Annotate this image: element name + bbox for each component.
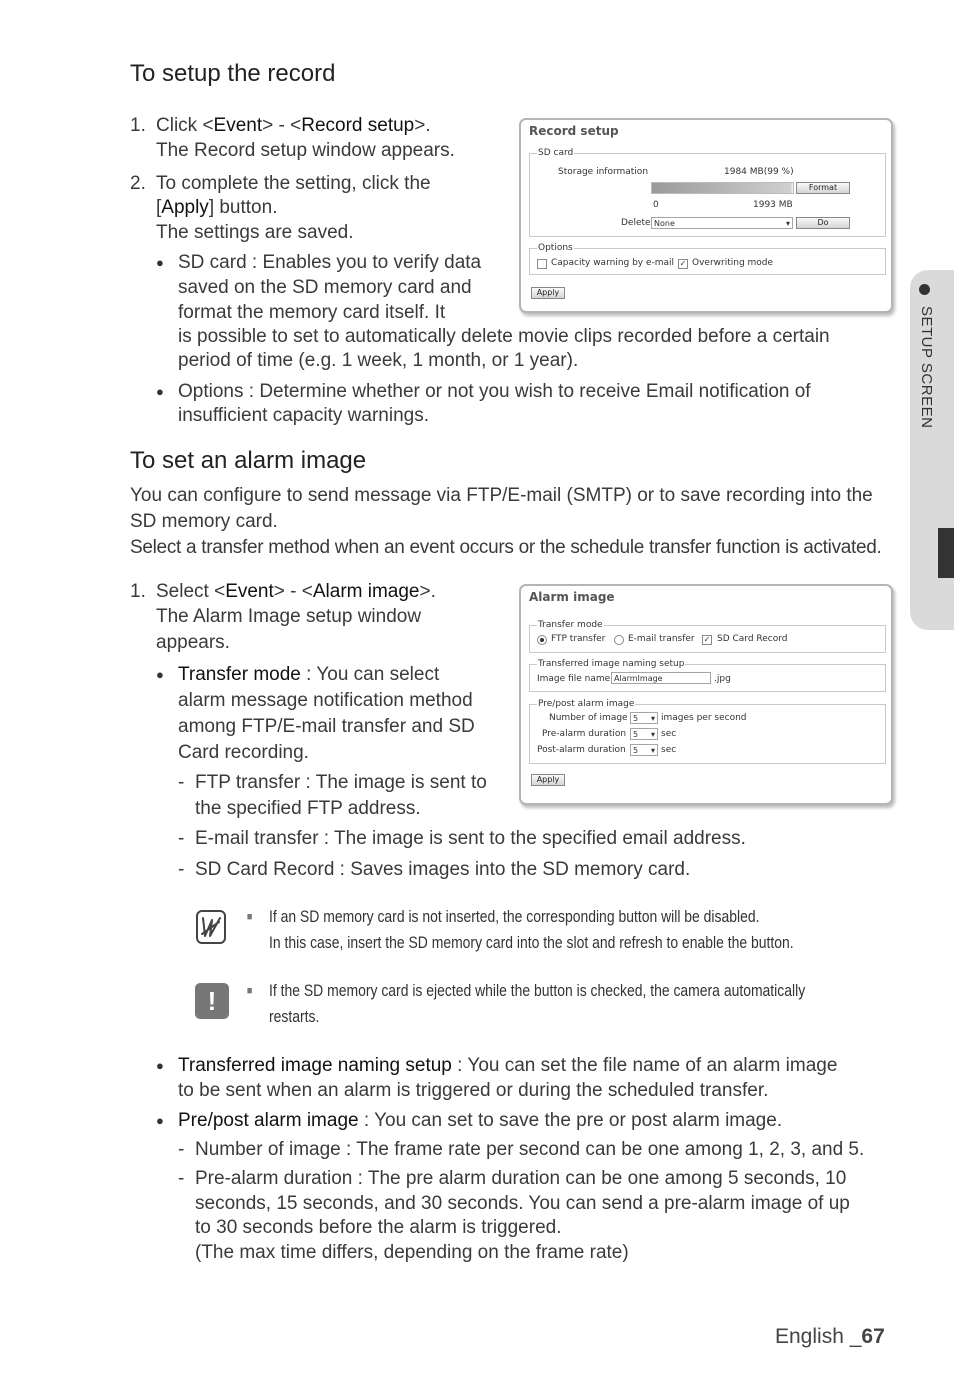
alarm-image-panel [519, 584, 893, 805]
storage-usage-bar [651, 182, 794, 194]
dash-pre-line: (The max time differs, depending on the frame rate) [195, 1242, 629, 1263]
capacity-warning-label: Capacity warning by e-mail [551, 258, 675, 268]
dash-sd-record: - SD Card Record : Saves images into the SD memory card. [195, 857, 690, 882]
dash-email: - E-mail transfer : The image is sent to the specified email address. [195, 826, 746, 851]
bullet-options-line: insufficient capacity warnings. [178, 405, 429, 426]
naming-legend: Transferred image naming setup [538, 659, 685, 669]
prepost-legend: Pre/post alarm image [538, 699, 635, 709]
format-button[interactable]: Format [796, 182, 850, 194]
capacity-warning-checkbox[interactable] [537, 259, 547, 269]
pre-select[interactable]: 5 ▾ [630, 728, 658, 740]
note-line: In this case, insert the SD memory card into the slot and refresh to enable the button. [269, 933, 794, 952]
side-tab-marker [938, 528, 954, 578]
email-label: E-mail transfer [628, 634, 695, 644]
dash-ftp: - FTP transfer : The image is sent to [195, 770, 487, 795]
note-icon [196, 910, 226, 944]
step-number: 1. [130, 581, 146, 602]
alarm-step1-line3: appears. [156, 632, 230, 653]
sd-record-checkbox[interactable]: ✓ [703, 635, 711, 644]
post-label: Post-alarm duration [537, 745, 626, 755]
panel-title: Alarm image [529, 590, 615, 604]
number-label: Number of image [549, 713, 628, 723]
dash-ftp-line: the specified FTP address. [195, 798, 421, 819]
dash-pre-line: to 30 seconds before the alarm is triggered. [195, 1217, 562, 1238]
step1-line2: The Record setup window appears. [156, 140, 455, 161]
step-number: 1. [130, 115, 146, 136]
section-title-alarm: To set an alarm image [130, 447, 367, 474]
warning-line: ■ If the SD memory card is ejected while the button is checked, the camera automatically [269, 978, 892, 1004]
apply-button[interactable]: Apply [531, 287, 565, 299]
storage-max: 1993 MB [753, 200, 793, 210]
bullet-transfer-line: alarm message notification method [178, 690, 473, 711]
step2-line3: The settings are saved. [156, 222, 354, 243]
bullet-naming-line: to be sent when an alarm is triggered or during the scheduled transfer. [178, 1080, 769, 1101]
section-title-record: To setup the record [130, 60, 336, 87]
bullet-sd-card: ● SD card : Enables you to verify data [178, 250, 481, 275]
bullet-sd-line: is possible to set to automatically delete movie clips recorded before a certain [178, 326, 830, 347]
bullet-options: ● Options : Determine whether or not you wish to receive Email notification of [178, 379, 811, 404]
post-select[interactable]: 5 ▾ [630, 744, 658, 756]
dash-number: - Number of image : The frame rate per second can be one among 1, 2, 3, and 5. [195, 1137, 864, 1162]
alarm-step1-line1: Select <Event> - <Alarm image>. [156, 581, 436, 602]
delete-select[interactable]: None ▾ [651, 217, 793, 229]
pre-unit: sec [661, 729, 677, 739]
sd-card-legend: SD card [538, 148, 574, 158]
apply-button[interactable]: Apply [531, 774, 565, 786]
email-radio[interactable] [614, 635, 624, 645]
file-name-input[interactable]: AlarmImage [611, 672, 711, 684]
delete-label: Delete [621, 218, 651, 228]
bullet-sd-line: saved on the SD memory card and [178, 277, 472, 298]
intro-line: SD memory card. [130, 511, 278, 532]
step1-line1: Click <Event> - <Record setup>. [156, 115, 431, 136]
warning-icon: ! [195, 983, 229, 1019]
transfer-mode-legend: Transfer mode [538, 620, 603, 630]
storage-value: 1984 MB(99 %) [724, 167, 794, 177]
page-number: 67 [861, 1325, 885, 1348]
pre-label: Pre-alarm duration [542, 729, 627, 739]
alarm-step1-line2: The Alarm Image setup window [156, 606, 422, 627]
warning-line: restarts. [269, 1007, 320, 1026]
bullet-transfer-line: Card recording. [178, 742, 309, 763]
intro-line: You can configure to send message via FTP/E-mail (SMTP) or to save recording into the [130, 485, 873, 506]
file-name-label: Image file name [537, 674, 611, 684]
options-legend: Options [538, 243, 573, 253]
post-unit: sec [661, 745, 677, 755]
page-footer: English _67 [775, 1325, 885, 1348]
number-unit: images per second [661, 713, 747, 723]
step2-line2: [Apply] button. [156, 197, 278, 218]
storage-min: 0 [653, 200, 659, 210]
ftp-label: FTP transfer [551, 634, 606, 644]
bullet-transfer-line: among FTP/E-mail transfer and SD [178, 716, 475, 737]
step-number: 2. [130, 173, 146, 194]
bullet-transfer-mode: ● Transfer mode : You can select [178, 662, 439, 687]
bullet-sd-line: format the memory card itself. It [178, 302, 446, 323]
do-button[interactable]: Do [796, 217, 850, 229]
dash-pre-alarm: - Pre-alarm duration : The pre alarm duration can be one among 5 seconds, 10 [195, 1166, 846, 1191]
storage-label: Storage information [558, 167, 649, 177]
bullet-naming: ● Transferred image naming setup : You can set the file name of an alarm image [178, 1053, 837, 1078]
ftp-radio[interactable] [537, 635, 547, 645]
number-select[interactable]: 5 ▾ [630, 712, 658, 724]
bullet-icon [919, 284, 930, 295]
sd-record-label: SD Card Record [717, 634, 788, 644]
bullet-prepost: ● Pre/post alarm image : You can set to save the pre or post alarm image. [178, 1108, 782, 1133]
dash-pre-line: seconds, 15 seconds, and 30 seconds. You can send a pre-alarm image of up [195, 1193, 850, 1214]
file-ext: .jpg [714, 674, 731, 684]
bullet-sd-line: period of time (e.g. 1 week, 1 month, or 1 year). [178, 350, 579, 371]
overwriting-label: Overwriting mode [692, 258, 774, 268]
note-line: ■ If an SD memory card is not inserted, the corresponding button will be disabled. [269, 904, 892, 930]
step2-line1: To complete the setting, click the [156, 173, 431, 194]
overwriting-checkbox[interactable]: ✓ [679, 259, 687, 268]
side-tab-label: SETUP SCREEN [918, 306, 935, 429]
panel-title: Record setup [529, 124, 619, 138]
record-setup-panel [519, 118, 893, 313]
intro-line: Select a transfer method when an event occurs or the schedule transfer function is activated. [130, 537, 882, 558]
